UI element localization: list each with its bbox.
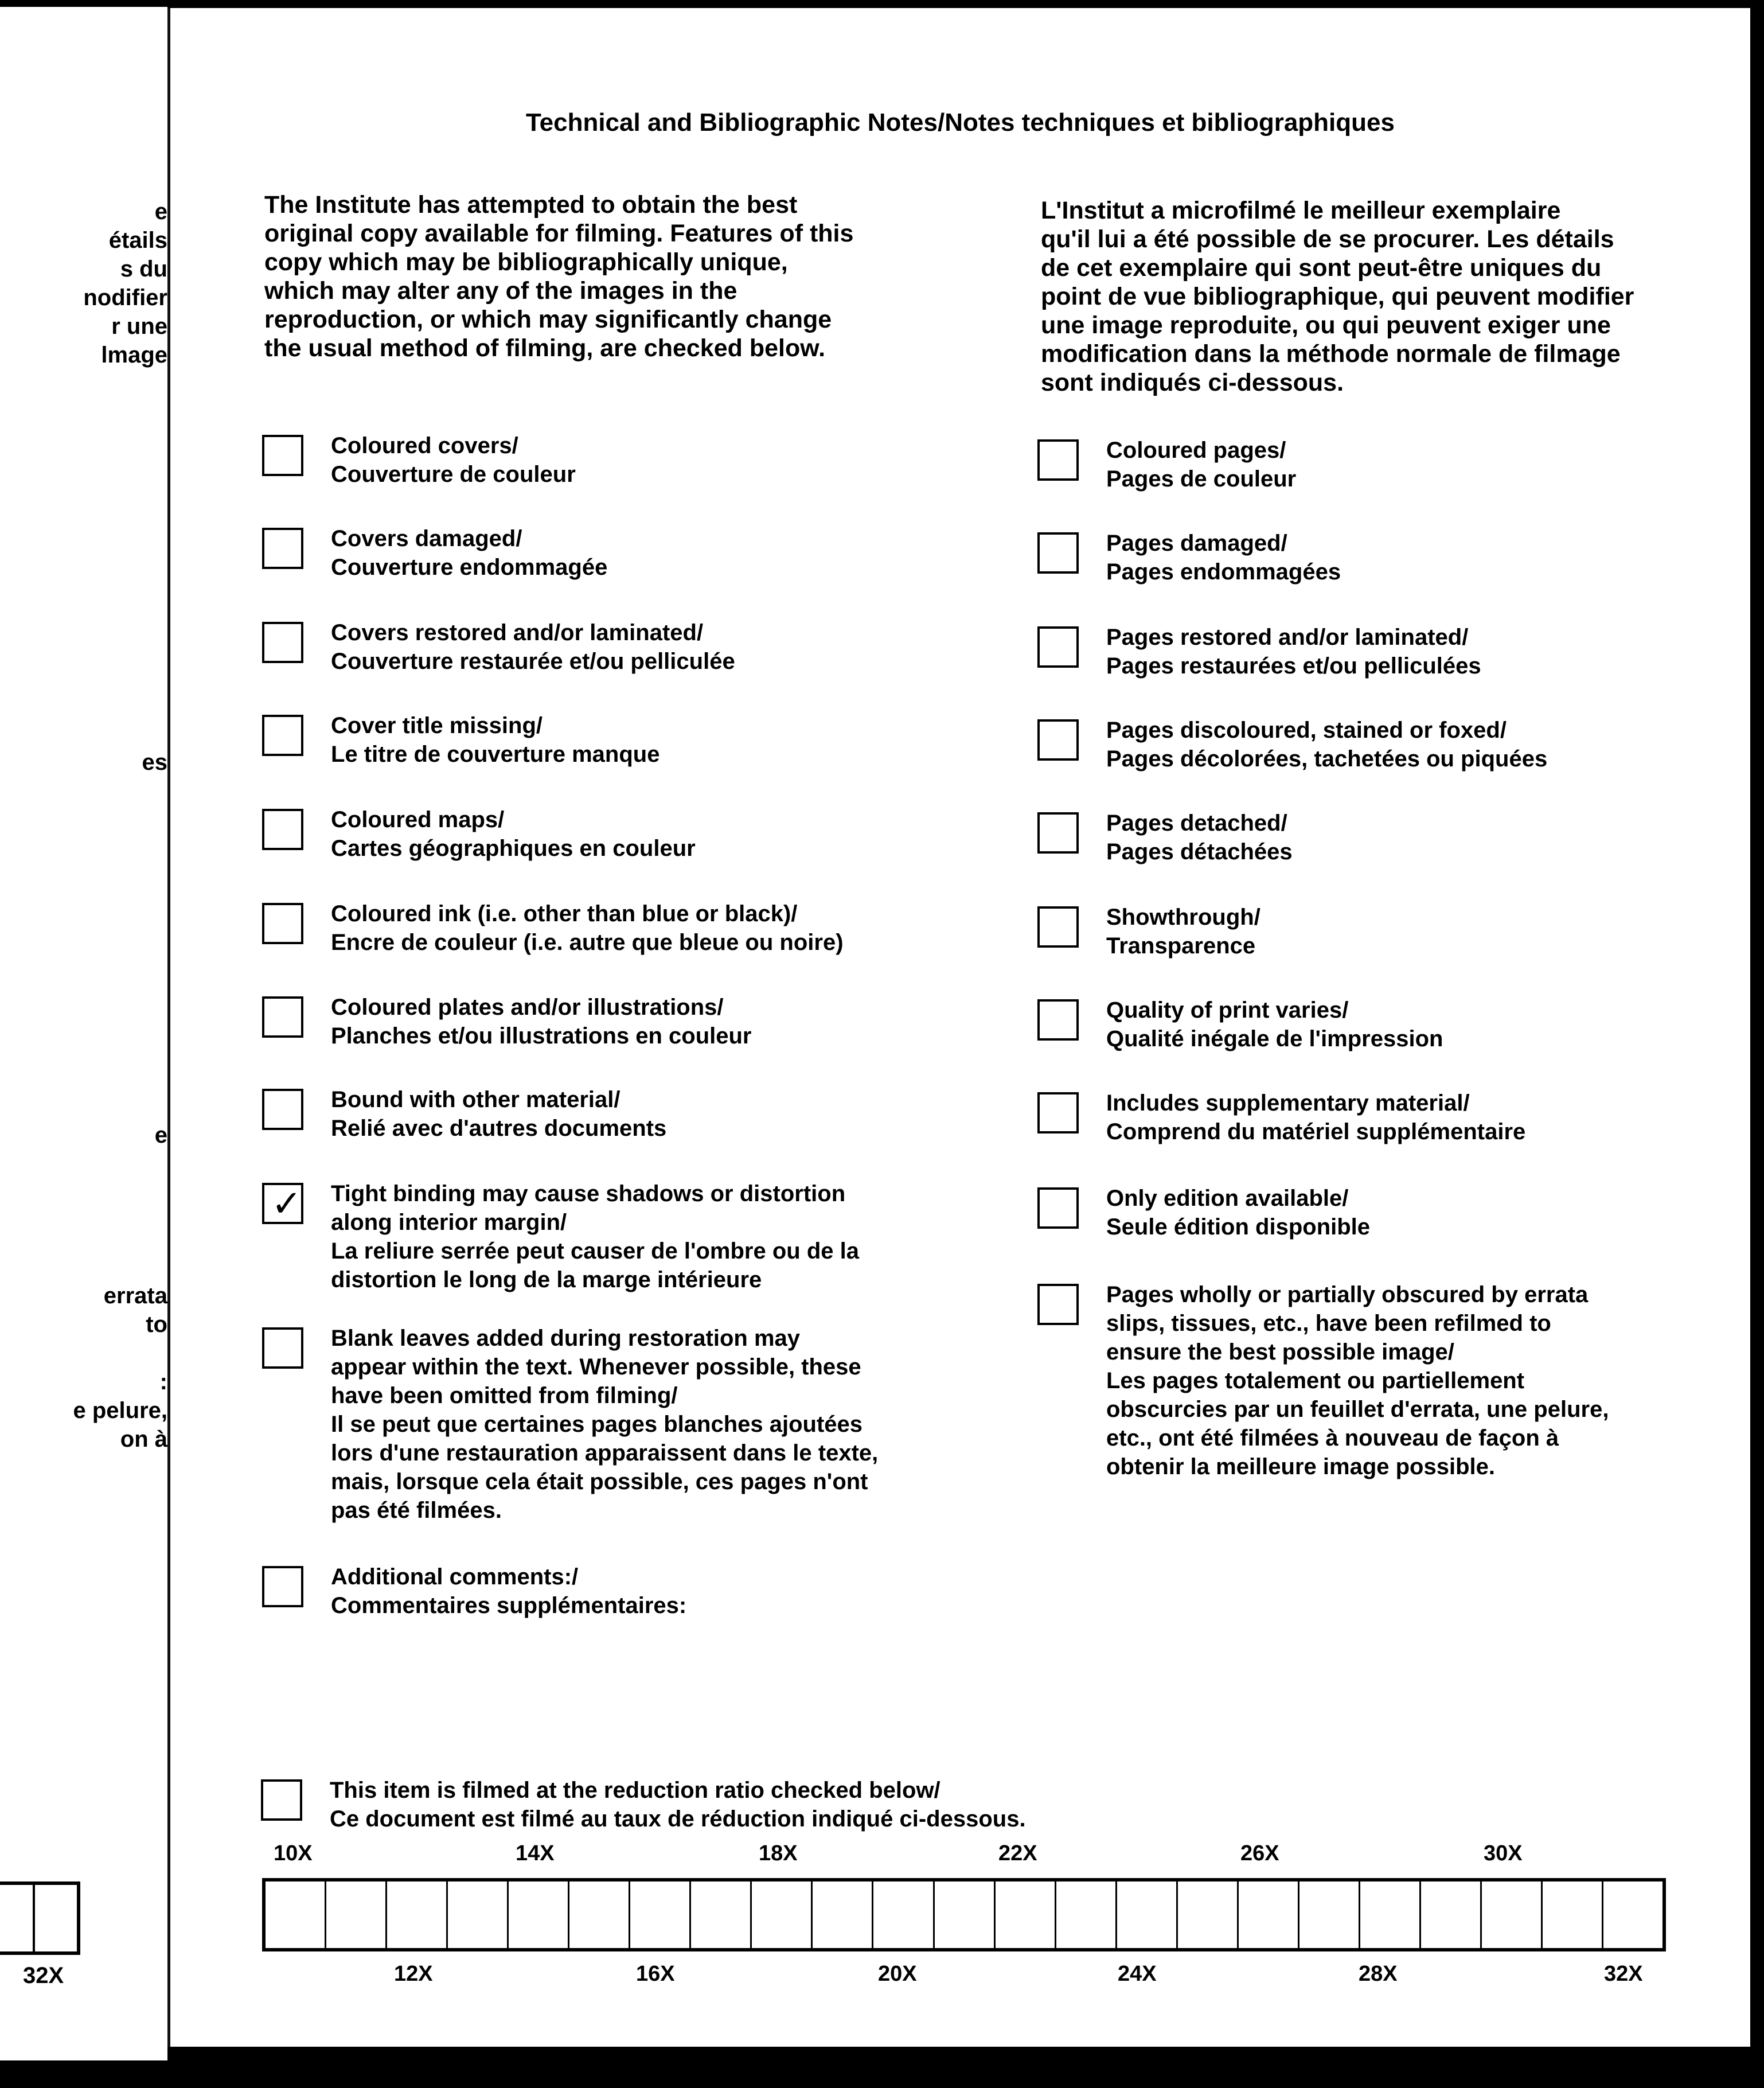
checkbox[interactable] xyxy=(262,996,303,1038)
ratio-cell[interactable] xyxy=(689,1881,750,1948)
checklist-item xyxy=(262,805,696,863)
checklist-label: Coloured ink (i.e. other than blue or black)/ Encre de couleur (i.e. autre que bleue ou noire) xyxy=(331,901,844,955)
ratio-strip xyxy=(262,1878,1666,1951)
checklist-label: Pages restored and/or laminated/ Pages restaurées et/ou pelliculées xyxy=(1106,625,1481,679)
checklist-item xyxy=(262,431,576,489)
ratio-cell[interactable] xyxy=(750,1881,811,1948)
back-fragment: on à xyxy=(120,1427,167,1452)
checklist-label: Blank leaves added during restoration may appear within the text. Whenever possible, these have been omitted from filming/ Il se peut que certaines pages blanches ajoutées lors d'une restauration apparaissent dans le texte, mais, lorsque cela était possible, ces pages n'ont pas été filmées. xyxy=(331,1326,879,1523)
checkbox[interactable] xyxy=(262,1183,303,1224)
ratio-cell[interactable] xyxy=(1419,1881,1480,1948)
checklist-label: Pages discoloured, stained or foxed/ Pages décolorées, tachetées ou piquées xyxy=(1106,718,1548,772)
checkbox[interactable] xyxy=(262,903,303,944)
ratio-cell[interactable] xyxy=(1176,1881,1237,1948)
ratio-cell[interactable] xyxy=(325,1881,385,1948)
checklist-label: Pages damaged/ Pages endommagées xyxy=(1106,531,1341,585)
checklist-label: Showthrough/ Transparence xyxy=(1106,905,1260,959)
checkbox[interactable] xyxy=(262,435,303,476)
page-title: Technical and Bibliographic Notes/Notes techniques et bibliographiques xyxy=(526,108,1395,137)
ratio-cell[interactable] xyxy=(1480,1881,1541,1948)
checkbox[interactable] xyxy=(262,1566,303,1607)
reduction-ratio-item xyxy=(261,1776,1026,1833)
checkbox[interactable] xyxy=(1037,439,1079,481)
ratio-cell[interactable] xyxy=(1359,1881,1419,1948)
checklist-label: Coloured pages/ Pages de couleur xyxy=(1106,438,1297,492)
checkbox[interactable] xyxy=(262,809,303,850)
ratio-label-bottom: 32X xyxy=(1604,1962,1643,1986)
checkbox[interactable] xyxy=(262,622,303,663)
checklist-item xyxy=(1037,529,1341,586)
back-fragment: nodifier xyxy=(83,285,167,310)
checklist-label: Covers restored and/or laminated/ Couverture restaurée et/ou pelliculée xyxy=(331,620,735,674)
ratio-label-bottom: 28X xyxy=(1359,1962,1398,1986)
checklist-label: Pages detached/ Pages détachées xyxy=(1106,811,1293,864)
ratio-cell[interactable] xyxy=(1602,1881,1662,1948)
checklist-item xyxy=(262,1563,686,1620)
notes-page xyxy=(167,8,1750,2047)
back-fragment: lmage xyxy=(101,342,167,368)
checklist-label: Coloured covers/ Couverture de couleur xyxy=(331,433,576,487)
ratio-cell[interactable] xyxy=(266,1881,325,1948)
checklist-label: Pages wholly or partially obscured by errata slips, tissues, etc., have been refilmed to ensure the best possible image/ Les pages totalement ou partiellement obscurcies par un feuillet d'errata, une pelure, etc., ont été filmées à nouveau de façon à obtenir la meilleure image possible. xyxy=(1106,1282,1609,1479)
ratio-cell[interactable] xyxy=(1298,1881,1359,1948)
checkbox[interactable] xyxy=(1037,812,1079,854)
ratio-cell[interactable] xyxy=(872,1881,932,1948)
ratio-cell[interactable] xyxy=(933,1881,994,1948)
ratio-label-bottom: 20X xyxy=(878,1962,917,1986)
checklist-label: Only edition available/ Seule édition disponible xyxy=(1106,1186,1371,1240)
intro-french: L'Institut a microfilmé le meilleur exemplaire qu'il lui a été possible de se procurer. Les détails de cet exemplaire qui sont peut-être uniques du point de vue bibliographique, qui peuvent modifier une image reproduite, ou qui peuvent exiger une modification dans la méthode normale de filmage sont indiqués ci-dessous. xyxy=(1041,197,1634,396)
checklist-item xyxy=(262,1085,666,1143)
checklist-item xyxy=(262,993,752,1050)
ratio-label-bottom: 12X xyxy=(394,1962,433,1986)
ratio-label-top: 18X xyxy=(759,1841,798,1865)
checklist-item xyxy=(1037,903,1260,960)
ratio-label-top: 22X xyxy=(998,1841,1037,1865)
checklist-label: Coloured plates and/or illustrations/ Planches et/ou illustrations en couleur xyxy=(331,995,752,1049)
back-fragment: es xyxy=(142,750,167,775)
checklist-item xyxy=(262,899,844,957)
checkbox[interactable] xyxy=(1037,626,1079,668)
checklist-label: Additional comments:/ Commentaires supplémentaires: xyxy=(331,1564,687,1618)
checklist-item xyxy=(262,524,607,582)
checkbox[interactable] xyxy=(262,1327,303,1369)
ratio-cell[interactable] xyxy=(1541,1881,1602,1948)
checklist-label: Cover title missing/ Le titre de couverture manque xyxy=(331,713,660,767)
checkbox[interactable] xyxy=(1037,719,1079,761)
ratio-label-top: 14X xyxy=(516,1841,555,1865)
checklist-item xyxy=(262,618,735,676)
intro-english: The Institute has attempted to obtain the best original copy available for filming. Features of this copy which may be bibliographically unique, which may alter any of the images in the reproduction, or which may significantly change the usual method of filming, are checked below. xyxy=(264,191,854,362)
checkbox[interactable] xyxy=(1037,906,1079,948)
ratio-cell[interactable] xyxy=(507,1881,568,1948)
ratio-cell[interactable] xyxy=(629,1881,689,1948)
checklist-item xyxy=(262,1324,878,1525)
reduction-label: This item is filmed at the reduction ratio checked below/ Ce document est filmé au taux de réduction indiqué ci-dessous. xyxy=(330,1778,1026,1832)
checklist-label: Covers damaged/ Couverture endommagée xyxy=(331,526,608,580)
checklist-item xyxy=(262,1179,859,1294)
checkbox[interactable] xyxy=(1037,1092,1079,1133)
checkbox[interactable] xyxy=(262,528,303,569)
checkbox[interactable] xyxy=(1037,532,1079,574)
back-fragment: étails xyxy=(108,228,167,253)
back-fragment: to xyxy=(146,1312,167,1337)
ratio-cell[interactable] xyxy=(1115,1881,1176,1948)
back-fragment: s du xyxy=(120,256,167,282)
back-fragment: e xyxy=(154,199,167,224)
checklist-item xyxy=(1037,809,1293,866)
ratio-label-top: 30X xyxy=(1484,1841,1523,1865)
checklist-item xyxy=(1037,1089,1525,1146)
back-fragment: r une xyxy=(111,314,167,339)
reduction-checkbox[interactable] xyxy=(261,1779,302,1821)
back-fragment: : xyxy=(159,1369,167,1394)
ratio-cell[interactable] xyxy=(994,1881,1055,1948)
checklist-item xyxy=(1037,436,1296,493)
checklist-label: Coloured maps/ Cartes géographiques en couleur xyxy=(331,807,696,861)
previous-page-fragment xyxy=(0,7,167,2060)
back-fragment: errata xyxy=(103,1283,167,1308)
back-ratio-strip xyxy=(0,1881,80,1955)
ratio-cell[interactable] xyxy=(385,1881,446,1948)
ratio-cell[interactable] xyxy=(568,1881,629,1948)
check-mark-icon: ✓ xyxy=(271,1183,302,1224)
back-fragment: e pelure, xyxy=(73,1398,167,1423)
ratio-cell[interactable] xyxy=(811,1881,872,1948)
ratio-label-top: 10X xyxy=(274,1841,313,1865)
checklist-item xyxy=(1037,623,1481,680)
checklist-label: Bound with other material/ Relié avec d'autres documents xyxy=(331,1087,667,1141)
checklist-item xyxy=(1037,1184,1370,1241)
checklist-item xyxy=(1037,716,1547,773)
checklist-label: Includes supplementary material/ Comprend du matériel supplémentaire xyxy=(1106,1090,1526,1144)
checklist-label: Tight binding may cause shadows or distortion along interior margin/ La reliure serrée peut causer de l'ombre ou de la distortion le long de la marge intérieure xyxy=(331,1181,859,1292)
checklist-item xyxy=(262,711,659,769)
ratio-cell[interactable] xyxy=(446,1881,507,1948)
checkbox[interactable] xyxy=(1037,1284,1079,1325)
ratio-label-bottom: 16X xyxy=(636,1962,675,1986)
checkbox[interactable] xyxy=(262,715,303,756)
checkbox[interactable] xyxy=(262,1089,303,1130)
checklist-item xyxy=(1037,1280,1609,1481)
back-ratio-label: 32X xyxy=(23,1963,64,1988)
ratio-cell[interactable] xyxy=(1055,1881,1115,1948)
ratio-label-bottom: 24X xyxy=(1118,1962,1157,1986)
ratio-cell[interactable] xyxy=(1237,1881,1298,1948)
checklist-item xyxy=(1037,996,1443,1053)
checkbox[interactable] xyxy=(1037,999,1079,1041)
ratio-label-top: 26X xyxy=(1240,1841,1279,1865)
checkbox[interactable] xyxy=(1037,1187,1079,1229)
checklist-label: Quality of print varies/ Qualité inégale de l'impression xyxy=(1106,998,1443,1051)
back-fragment: e xyxy=(154,1123,167,1148)
